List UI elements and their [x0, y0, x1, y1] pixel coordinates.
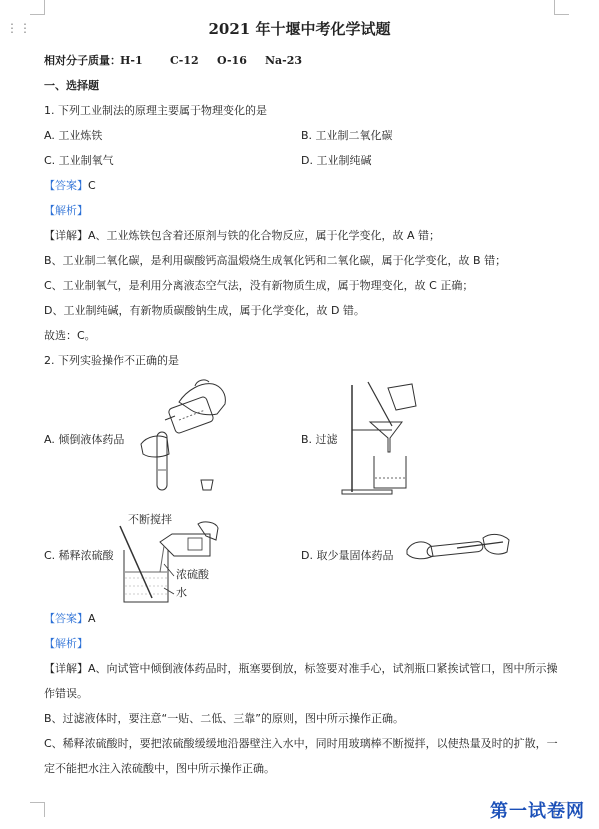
figure-solid-reagent — [403, 530, 515, 570]
q2-option-c: C. 稀释浓硫酸 — [44, 549, 114, 562]
page-title: 2021 年十堰中考化学试题 — [208, 20, 391, 38]
q1-option-c: C. 工业制氧气 — [44, 154, 114, 167]
atomic-mass-na: Na-23 — [265, 54, 303, 67]
atomic-mass-label: 相对分子质量： — [44, 54, 121, 67]
analysis-tag: 【解析】 — [44, 204, 88, 217]
q1-conclusion: 故选：C。 — [44, 329, 96, 342]
figure-filtration — [340, 380, 430, 495]
analysis-tag: 【解析】 — [44, 637, 88, 650]
q2-detail-line: 作错误。 — [44, 687, 88, 700]
figure-label-stirring: 不断搅拌 — [128, 513, 172, 526]
q2-option-b: B. 过滤 — [301, 433, 338, 446]
q1-detail-line: C、工业制氧气，是利用分离液态空气法，没有新物质生成，属于物理变化，故 C 正确； — [44, 279, 474, 292]
atomic-mass-h: H-1 — [120, 54, 143, 67]
q2-answer: A — [88, 612, 96, 625]
answer-tag: 【答案】 — [44, 612, 88, 625]
q1-option-d: D. 工业制纯碱 — [301, 154, 372, 167]
page-corner-mark — [30, 802, 45, 817]
q2-answer-row — [44, 612, 96, 626]
q2-detail-line — [44, 662, 558, 676]
q1-detail-line: B、工业制二氧化碳，是利用碳酸钙高温煅烧生成氧化钙和二氧化碳，属于化学变化，故 B 错； — [44, 254, 507, 267]
answer-tag: 【答案】 — [44, 179, 88, 192]
atomic-mass-c: C-12 — [170, 54, 199, 67]
section-heading: 一、选择题 — [44, 79, 99, 92]
question-1-stem: 1. 下列工业制法的原理主要属于物理变化的是 — [44, 104, 267, 117]
q1-option-a: A. 工业炼铁 — [44, 129, 103, 142]
q1-detail-text: A、工业炼铁包含着还原剂与铁的化合物反应，属于化学变化，故 A 错； — [88, 229, 441, 242]
detail-tag: 【详解】 — [44, 662, 88, 675]
q2-detail-line: B、过滤液体时，要注意“一贴、二低、三靠”的原则，图中所示操作正确。 — [44, 712, 404, 725]
page-corner-mark — [554, 0, 569, 15]
q1-detail-line: D、工业制纯碱，有新物质碳酸钠生成，属于化学变化，故 D 错。 — [44, 304, 365, 317]
atomic-mass-o: O-16 — [217, 54, 247, 67]
q2-option-a: A. 倾倒液体药品 — [44, 433, 125, 446]
q1-option-b: B. 工业制二氧化碳 — [301, 129, 393, 142]
q2-detail-text: A、向试管中倾倒液体药品时，瓶塞要倒放，标签要对准手心，试剂瓶口紧挨试管口，图中所示操 — [88, 662, 558, 675]
detail-tag: 【详解】 — [44, 229, 88, 242]
figure-label-acid: 浓硫酸 — [176, 568, 209, 581]
figure-pouring-liquid — [135, 372, 245, 492]
q1-detail-line — [44, 229, 440, 243]
q1-answer-row — [44, 179, 96, 193]
drag-handle-icon[interactable]: ⋮⋮ — [6, 21, 32, 35]
q2-detail-line: 定不能把水注入浓硫酸中，图中所示操作正确。 — [44, 762, 275, 775]
q1-answer: C — [88, 179, 96, 192]
figure-label-water: 水 — [176, 586, 187, 599]
page-corner-mark — [30, 0, 45, 15]
question-2-stem: 2. 下列实验操作不正确的是 — [44, 354, 179, 367]
watermark-logo: 第一试卷网 — [490, 801, 585, 822]
q2-option-d: D. 取少量固体药品 — [301, 549, 394, 562]
q2-detail-line: C、稀释浓硫酸时，要把浓硫酸缓缓地沿器壁注入水中，同时用玻璃棒不断搅拌，以使热量及时的扩散，一 — [44, 737, 558, 750]
